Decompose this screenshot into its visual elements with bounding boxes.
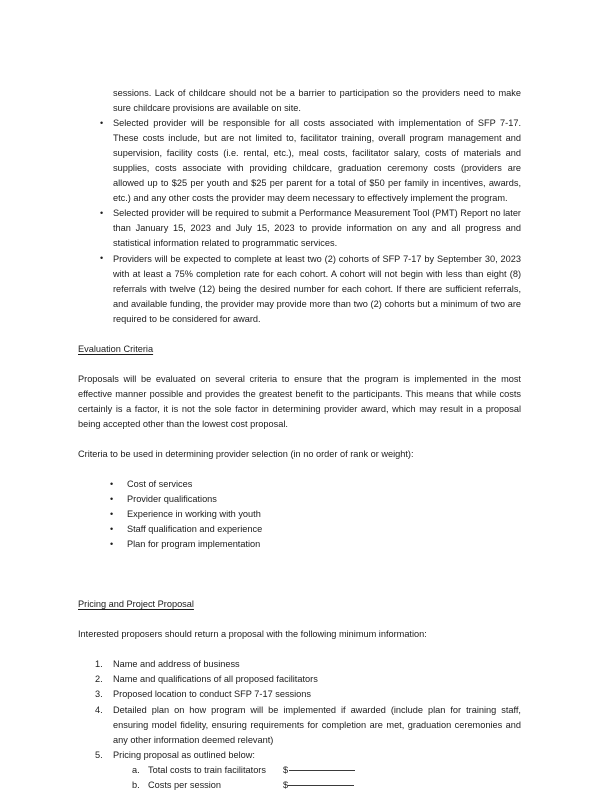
section-spacer [78,327,521,342]
currency-symbol: $ [283,764,289,775]
list-item: Name and qualifications of all proposed facilitators [113,674,318,685]
evaluation-criteria-heading: Evaluation Criteria [78,343,154,354]
criteria-lead-in: Criteria to be used in determining provider selection (in no order of rank or weight): [78,448,414,459]
continued-bullet-text: sessions. Lack of childcare should not be a barrier to participation so the providers need to make sure childcare provisions are available on site. [113,88,521,114]
pricing-intro-paragraph: Interested proposers should return a proposal with the following minimum information: [78,629,427,640]
list-item: • Staff qualification and experience [78,522,521,537]
pricing-amount-field-a[interactable] [283,763,355,778]
criteria-bullet-list [78,477,521,552]
requirement-bullet-list [78,116,521,327]
list-spacer [78,462,521,477]
list-item: • Provider qualifications [78,492,521,507]
section-gap [78,552,521,582]
section-gap-extra [78,582,521,597]
page-content [78,86,521,793]
list-item: • Cost of services [78,477,521,492]
pricing-line-item-label: Costs per session [148,779,222,790]
list-item: Detailed plan on how program will be implemented if awarded (include plan for training staff, ensuring model fidelity, ensuring requirements for completion are met, graduation ceremonies and any other information deemed relevant) [113,704,521,745]
list-item: Proposed location to conduct SFP 7-17 sessions [113,689,311,700]
list-item: • Experience in working with youth [78,507,521,522]
list-item: • Selected provider will be required to submit a Performance Measurement Tool (PMT) Report no later than January 15, 2023 and July 15, 2023 to provide information on any and all progress and statistical information related to programmatic services. [78,206,521,251]
heading-spacer-2 [78,612,521,627]
evaluation-criteria-paragraph: Proposals will be evaluated on several criteria to ensure that the program is implemented in the most effective manner possible and provides the greatest benefit to the participants. This means that while costs certainly is a factor, it is not the sole factor in determining provider award, which may result in a proposal being accepted other than the lowest cost proposal. [78,373,521,429]
pricing-line-item-label: Total costs to train facilitators [148,764,266,775]
list-item: • Providers will be expected to complete at least two (2) cohorts of SFP 7-17 by September 30, 2023 with at least a 75% completion rate for each cohort. A cohort will not begin with less than eight (8) referrals with twelve (12) being the desired number for each cohort. If there are sufficient referrals, and available funding, the provider may provide more than two (2) cohorts but a minimum of two are required to be considered for award. [78,252,521,327]
list-item: Pricing proposal as outlined below: [113,749,255,760]
paragraph-spacer [78,432,521,447]
pricing-and-project-proposal-heading: Pricing and Project Proposal [78,599,194,610]
currency-symbol: $ [283,779,289,790]
proposal-requirements-list [78,657,521,762]
pricing-amount-field-b[interactable] [283,778,354,793]
heading-spacer [78,357,521,372]
fill-in-rule[interactable] [289,770,355,771]
pricing-line-items [78,763,521,793]
list-item [78,763,521,778]
list-item: • Plan for program implementation [78,537,521,552]
list-item: Name and address of business [113,659,240,670]
list-item [78,778,521,793]
fill-in-rule[interactable] [288,785,354,786]
numbered-list-spacer [78,642,521,657]
list-item: • Selected provider will be responsible for all costs associated with implementation of SFP 7-17. These costs include, but are not limited to, facilitator training, overall program management and supervision, facility costs (i.e. rental, etc.), meal costs, facilitator salary, costs of materials and supplies, costs associate with providing childcare, graduation ceremony costs (providers are allowed up to $25 per youth and $25 per parent for a total of $50 per family in incentives, awards, etc.) and any other costs the provider may deem necessary to effectively implement the program. [78,116,521,206]
